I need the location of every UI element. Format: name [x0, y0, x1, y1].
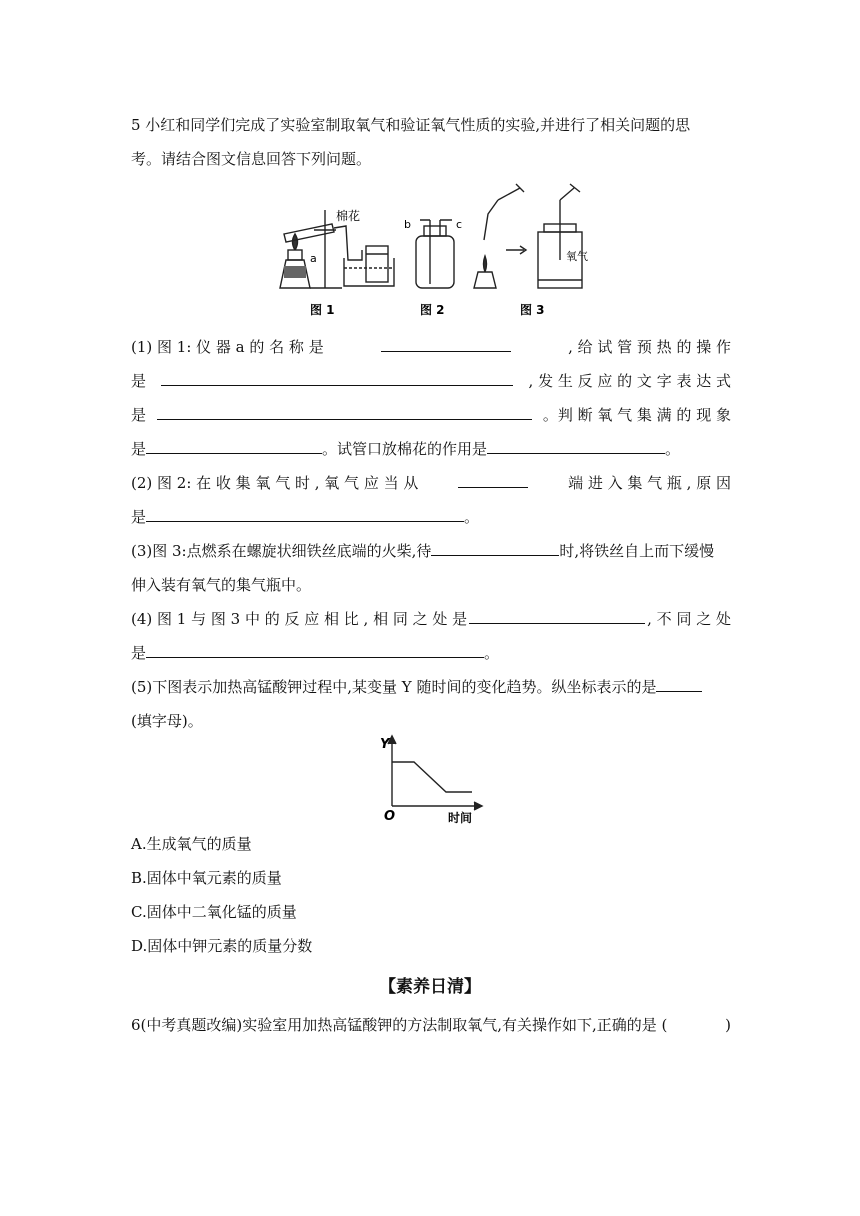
label-a: a	[310, 252, 317, 265]
graph-origin-label: O	[384, 809, 396, 824]
q5-intro-line-2: 考。请结合图文信息回答下列问题。	[131, 150, 372, 168]
q5-part3-line2: 伸入装有氧气的集气瓶中。	[131, 576, 312, 594]
q5-part1-line2: 是 , 发 生 反 应 的 文 字 表 达 式	[131, 372, 731, 390]
graph-y-label: Y	[380, 737, 390, 752]
answer-blank-1[interactable]	[381, 336, 511, 352]
option-d[interactable]: D.固体中钾元素的质量分数	[131, 937, 313, 955]
answer-blank-3[interactable]	[157, 404, 532, 420]
section-heading: 【素养日清】	[379, 977, 481, 997]
answer-blank-8[interactable]	[431, 540, 559, 556]
q5-intro-line-1: 5 小红和同学们完成了实验室制取氧气和验证氧气性质的实验,并进行了相关问题的思	[131, 116, 691, 134]
answer-blank-5[interactable]	[487, 438, 665, 454]
label-oxygen: 氧气	[566, 250, 588, 263]
option-c[interactable]: C.固体中二氧化锰的质量	[131, 903, 297, 921]
answer-blank-2[interactable]	[161, 370, 513, 386]
q5-part2-line1: (2) 图 2: 在 收 集 氧 气 时 , 氧 气 应 当 从 端 进 入 集 气 瓶 , 原 因	[131, 474, 731, 492]
q5-part4-line1: (4) 图 1 与 图 3 中 的 反 应 相 比 , 相 同 之 处 是 , 不 同 之 处	[131, 610, 731, 628]
q5-part1-line1: (1) 图 1: 仪 器 a 的 名 称 是 , 给 试 管 预 热 的 操 作	[131, 338, 731, 356]
q5-part5-line2: (填字母)。	[131, 712, 203, 730]
label-cotton: 棉花	[336, 209, 361, 223]
answer-blank-6[interactable]	[458, 472, 528, 488]
q5-part1-line3: 是 。判 断 氧 气 集 满 的 现 象	[131, 406, 731, 424]
q5-part3-line1: (3)图 3:点燃系在螺旋状细铁丝底端的火柴,待 时,将铁丝自上而下缓慢	[131, 542, 715, 560]
y-time-graph	[376, 734, 486, 826]
answer-blank-10[interactable]	[146, 642, 484, 658]
fig2-caption: 图 2	[420, 303, 445, 317]
option-a[interactable]: A.生成氧气的质量	[131, 835, 252, 853]
answer-blank-9[interactable]	[469, 608, 645, 624]
q6-line: 6(中考真题改编)实验室用加热高锰酸钾的方法制取氧气,有关操作如下,正确的是 ( )	[131, 1016, 731, 1034]
answer-blank-11[interactable]	[656, 676, 702, 692]
q5-part2-line2: 是 。	[131, 508, 480, 526]
q5-part5-line1: (5)下图表示加热高锰酸钾过程中,某变量 Y 随时间的变化趋势。纵坐标表示的是	[131, 676, 731, 698]
apparatus-figure	[270, 180, 600, 320]
label-b: b	[404, 218, 411, 231]
fig3-caption: 图 3	[520, 303, 545, 317]
q5-part4-line2: 是 。	[131, 644, 500, 662]
option-b[interactable]: B.固体中氧元素的质量	[131, 869, 282, 887]
label-c: c	[456, 218, 463, 231]
answer-blank-4[interactable]	[146, 438, 322, 454]
q5-part1-line4: 是 。试管口放棉花的作用是 。	[131, 440, 681, 458]
graph-x-label: 时间	[448, 811, 473, 825]
fig1-caption: 图 1	[310, 303, 335, 317]
answer-blank-7[interactable]	[146, 506, 464, 522]
